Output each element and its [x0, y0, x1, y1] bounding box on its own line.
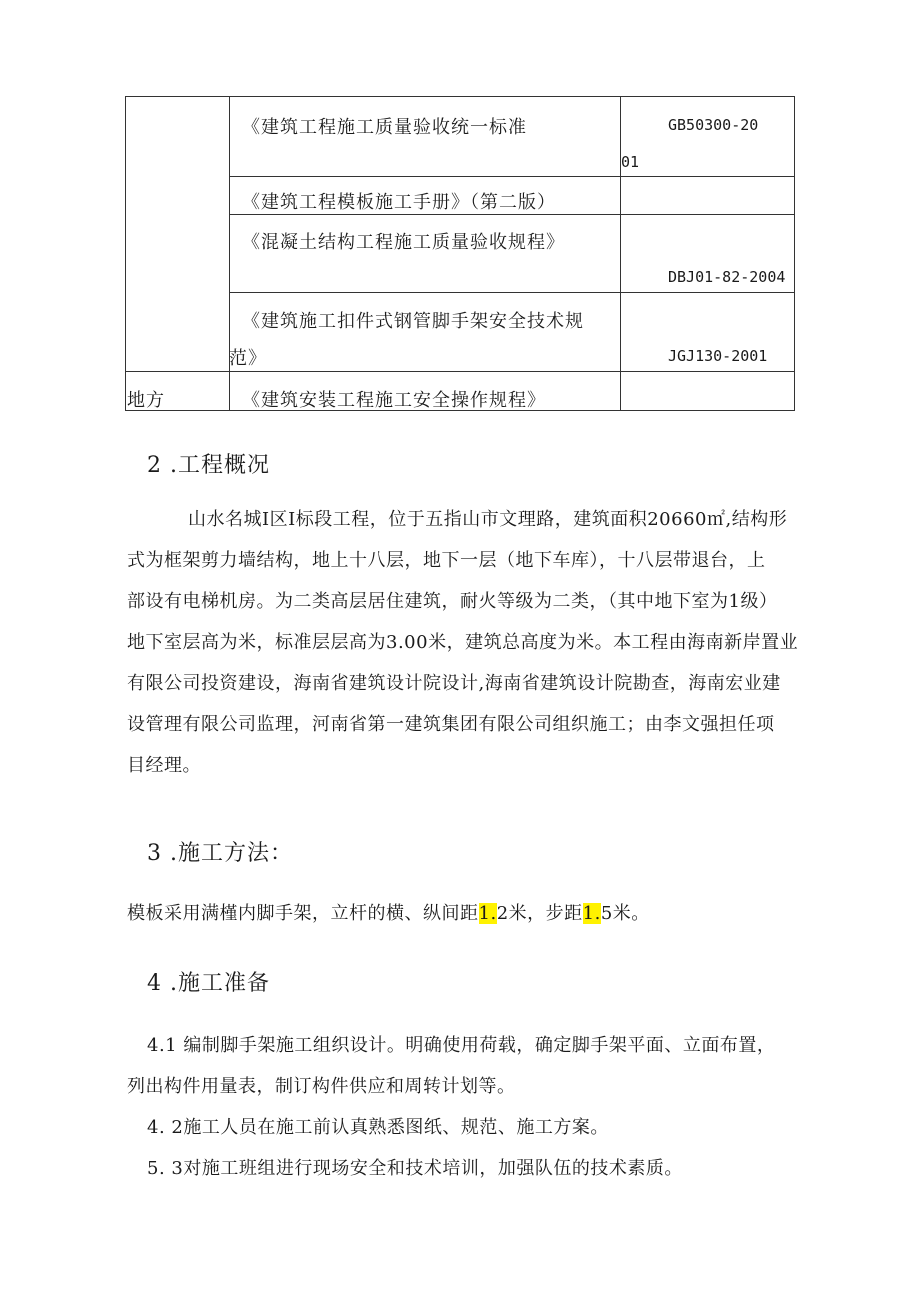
table-line — [125, 96, 795, 97]
section-3-text-part: 5米。 — [600, 903, 650, 924]
section-4-item: 4.1 编制脚手架施工组织设计。明确使用荷载，确定脚手架平面、立面布置， — [147, 1035, 776, 1056]
table-cell-category: 地方 — [127, 390, 165, 411]
section-3-text-part: 模板采用满槿内脚手架，立杆的横、纵间距 — [127, 903, 479, 924]
standards-table — [0, 0, 920, 420]
section-2-line: 部设有电梯机房。为二类高层居住建筑，耐火等级为二类，（其中地下室为1级） — [127, 591, 778, 612]
table-line — [229, 292, 795, 293]
table-cell-title: 范》 — [229, 348, 267, 369]
section-2-line: 有限公司投资建设，海南省建筑设计院设计,海南省建筑设计院勘查，海南宏业建 — [127, 673, 781, 694]
table-line — [125, 96, 126, 411]
section-2-line: 地下室层高为米，标准层层高为3.00米，建筑总高度为米。本工程由海南新岸置业 — [127, 632, 799, 653]
table-cell-title: 《建筑安装工程施工安全操作规程》 — [242, 390, 546, 411]
section-3-heading: 3 .施工方法： — [147, 841, 293, 866]
table-cell-title: 《混凝土结构工程施工质量验收规程》 — [242, 232, 565, 253]
table-cell-title: 《建筑工程模板施工手册》（第二版） — [242, 192, 556, 213]
section-4-item: 5. 3对施工班组进行现场安全和技术培训，加强队伍的技术素质。 — [147, 1158, 683, 1179]
highlighted-value: 1. — [478, 903, 497, 924]
section-4-item: 列出构件用量表，制订构件供应和周转计划等。 — [127, 1076, 516, 1097]
section-4-heading: 4 .施工准备 — [147, 971, 270, 996]
section-3-text — [127, 899, 650, 925]
section-2-line: 设管理有限公司监理，河南省第一建筑集团有限公司组织施工；由李文强担任项 — [127, 714, 775, 735]
table-line — [125, 371, 795, 372]
highlighted-value: 1. — [582, 903, 601, 924]
table-cell-title: 《建筑施工扣件式钢管脚手架安全技术规 — [242, 311, 584, 332]
table-line — [794, 96, 795, 411]
section-2-heading: 2 .工程概况 — [147, 453, 270, 478]
table-line — [229, 176, 795, 177]
section-3-text-part: 2米，步距 — [496, 903, 583, 924]
table-line — [620, 96, 621, 411]
table-cell-code: DBJ01-82-2004 — [668, 268, 786, 286]
table-cell-code: JGJ130-2001 — [668, 347, 768, 365]
section-2-line: 式为框架剪力墙结构，地上十八层，地下一层（地下车库），十八层带退台，上 — [127, 550, 766, 571]
table-cell-title: 《建筑工程施工质量验收统一标准 — [242, 117, 527, 138]
table-line — [229, 214, 795, 215]
table-cell-code: GB50300-20 — [668, 116, 759, 134]
section-2-line: 目经理。 — [127, 755, 201, 776]
section-4-item: 4. 2施工人员在施工前认真熟悉图纸、规范、施工方案。 — [147, 1117, 609, 1138]
section-2-line: 山水名城I区I标段工程，位于五指山市文理路，建筑面积20660㎡,结构形 — [188, 509, 788, 530]
table-cell-code: 01 — [621, 153, 640, 171]
